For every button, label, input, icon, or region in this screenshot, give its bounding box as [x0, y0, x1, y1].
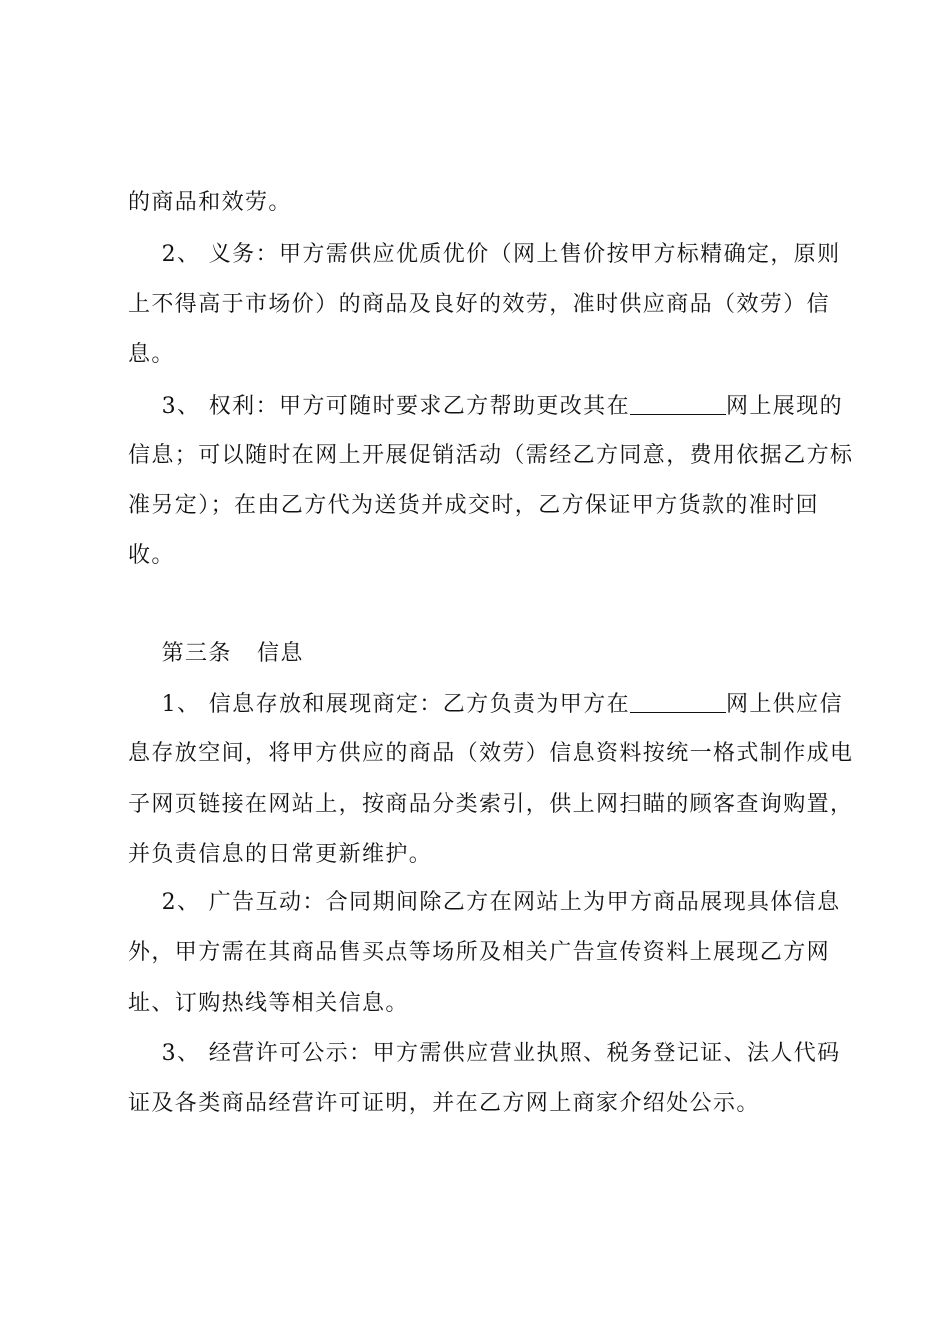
- line-text-before-blank: 1、 信息存放和展现商定：乙方负责为甲方在: [128, 692, 630, 717]
- paragraph-line: 的商品和效劳。: [128, 190, 292, 215]
- paragraph-line: 收。: [128, 543, 175, 568]
- line-text-after-blank: 网上供应信: [725, 692, 843, 717]
- paragraph-line: 外，甲方需在其商品售买点等场所及相关广告宣传资料上展现乙方网: [128, 940, 831, 965]
- paragraph-line: 子网页链接在网站上，按商品分类索引，供上网扫瞄的顾客查询购置，: [128, 792, 854, 817]
- section-heading: 第三条 信息: [128, 641, 304, 666]
- paragraph-line: 并负责信息的日常更新维护。: [128, 842, 433, 867]
- paragraph-line: 2、 广告互动：合同期间除乙方在网站上为甲方商品展现具体信息: [128, 890, 841, 915]
- paragraph-line: 信息；可以随时在网上开展促销活动（需经乙方同意，费用依据乙方标: [128, 443, 854, 468]
- paragraph-line: 上不得高于市场价）的商品及良好的效劳，准时供应商品（效劳）信: [128, 292, 831, 317]
- paragraph-line: 址、订购热线等相关信息。: [128, 991, 409, 1016]
- paragraph-line: 息存放空间，将甲方供应的商品（效劳）信息资料按统一格式制作成电: [128, 741, 854, 766]
- paragraph-line: 息。: [128, 342, 175, 367]
- paragraph-line: 准另定）；在由乙方代为送货并成交时，乙方保证甲方货款的准时回: [128, 493, 820, 518]
- paragraph-line-with-blank: [128, 392, 843, 421]
- paragraph-line: 3、 经营许可公示：甲方需供应营业执照、税务登记证、法人代码: [128, 1041, 841, 1066]
- fill-in-blank: [630, 690, 726, 713]
- line-text-after-blank: 网上展现的: [725, 394, 843, 419]
- paragraph-line-with-blank: [128, 690, 843, 719]
- fill-in-blank: [630, 392, 726, 415]
- paragraph-line: 证及各类商品经营许可证明，并在乙方网上商家介绍处公示。: [128, 1091, 760, 1116]
- paragraph-line: 2、 义务：甲方需供应优质优价（网上售价按甲方标精确定，原则: [128, 242, 841, 267]
- line-text-before-blank: 3、 权利：甲方可随时要求乙方帮助更改其在: [128, 394, 630, 419]
